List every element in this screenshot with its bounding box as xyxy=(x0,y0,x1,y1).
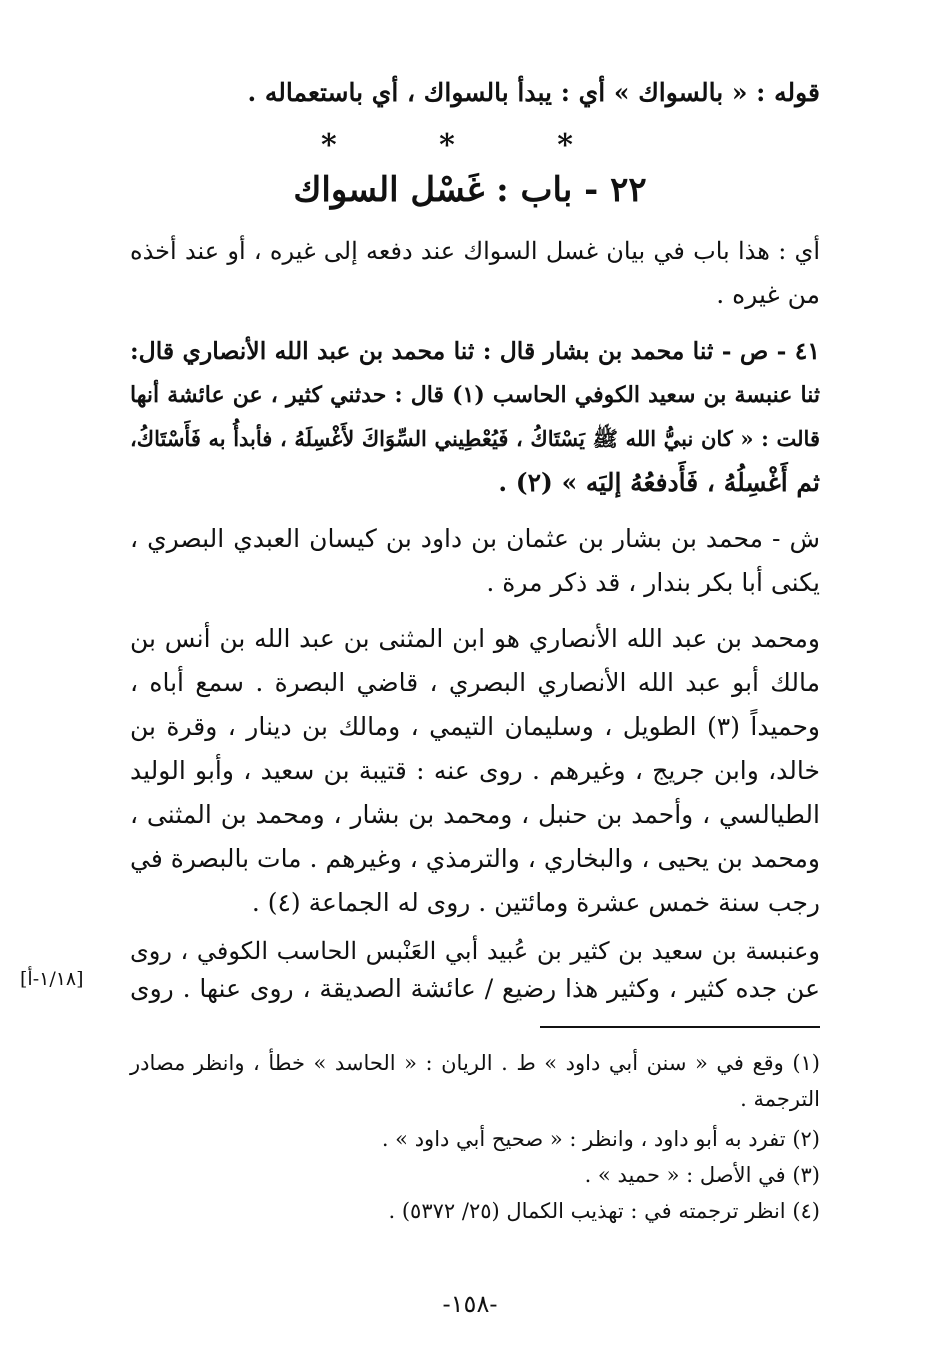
commentary-p2-line-6: ومحمد بن يحيى ، والبخاري ، والترمذي ، وغيرهم . مات بالبصرة في xyxy=(130,844,820,873)
commentary-p3-line-2: عن جده كثير ، وكثير هذا رضيع / عائشة الصديقة ، روى عنها . روى xyxy=(130,974,820,1003)
explanation-line-1: أي : هذا باب في بيان غسل السواك عند دفعه إلى غيره ، أو عند أخذه xyxy=(130,237,820,265)
footnote-2: (٢) تفرد به أبو داود ، وانظر : « صحيح أبي داود » . xyxy=(381,1127,820,1151)
commentary-p1-line-2: يكنى أبا بكر بندار ، قد ذكر مرة . xyxy=(486,568,820,597)
intro-line: قوله : « بالسواك » أي : يبدأ بالسواك ، أي باستعماله . xyxy=(247,78,820,107)
footnote-1-line-2: الترجمة . xyxy=(740,1087,820,1111)
commentary-p2-line-7: رجب سنة خمس عشرة ومائتين . روى له الجماعة (٤) . xyxy=(251,888,820,917)
footnote-1-line-1: (١) وقع في « سنن أبي داود » ط . الريان : « الحاسد » خطأ ، وانظر مصادر xyxy=(130,1051,820,1075)
commentary-p2-line-5: الطيالسي ، وأحمد بن حنبل ، ومحمد بن بشار ، ومحمد بن المثنى ، xyxy=(130,800,820,829)
commentary-p2-line-3: وحميداً (٣) الطويل ، وسليمان التيمي ، ومالك بن دينار ، وقرة بن xyxy=(130,712,820,741)
commentary-p1-line-1: ش - محمد بن بشار بن عثمان بن داود بن كيسان العبدي البصري ، xyxy=(130,524,820,553)
footnote-3: (٣) في الأصل : « حميد » . xyxy=(584,1163,820,1187)
commentary-p2-line-2: مالك أبو عبد الله الأنصاري البصري ، قاضي البصرة . سمع أباه ، xyxy=(130,668,820,697)
footnote-divider xyxy=(540,1026,820,1028)
manuscript-margin-reference: [١/١٨-أ] xyxy=(20,968,84,990)
commentary-p2-line-4: خالد، وابن جريج ، وغيرهم . روى عنه : قتيبة بن سعيد ، وأبو الوليد xyxy=(130,756,820,785)
hadith-line-1: ٤١ - ص - ثنا محمد بن بشار قال : ثنا محمد بن عبد الله الأنصاري قال: xyxy=(130,337,820,365)
chapter-heading: ٢٢ - باب : غَسْل السواك xyxy=(293,170,647,210)
hadith-line-3: قالت : « كان نبيُّ الله ﷺ يَسْتَاكُ ، فَيُعْطِيني السِّوَاكَ لأَغْسِلَهُ ، فأبدأُ به فَأَسْتَاكُ، xyxy=(130,426,820,451)
explanation-line-2: من غيره . xyxy=(716,280,820,309)
section-separator: * * * xyxy=(321,128,619,163)
hadith-line-2: ثنا عنبسة بن سعيد الكوفي الحاسب (١) قال : حدثني كثير ، عن عائشة أنها xyxy=(130,382,820,408)
page-number: -١٥٨- xyxy=(442,1290,498,1318)
commentary-p2-line-1: ومحمد بن عبد الله الأنصاري هو ابن المثنى بن عبد الله بن أنس بن xyxy=(130,624,820,653)
footnote-4: (٤) انظر ترجمته في : تهذيب الكمال (٢٥/ ٥٣٧٢) . xyxy=(388,1199,820,1223)
hadith-line-4: ثم أَغْسِلُهُ ، فَأَدفعُهُ إليَه » (٢) . xyxy=(498,468,820,497)
commentary-p3-line-1: وعنبسة بن سعيد بن كثير بن عُبيد أبي العَنْبس الحاسب الكوفي ، روى xyxy=(130,937,820,965)
